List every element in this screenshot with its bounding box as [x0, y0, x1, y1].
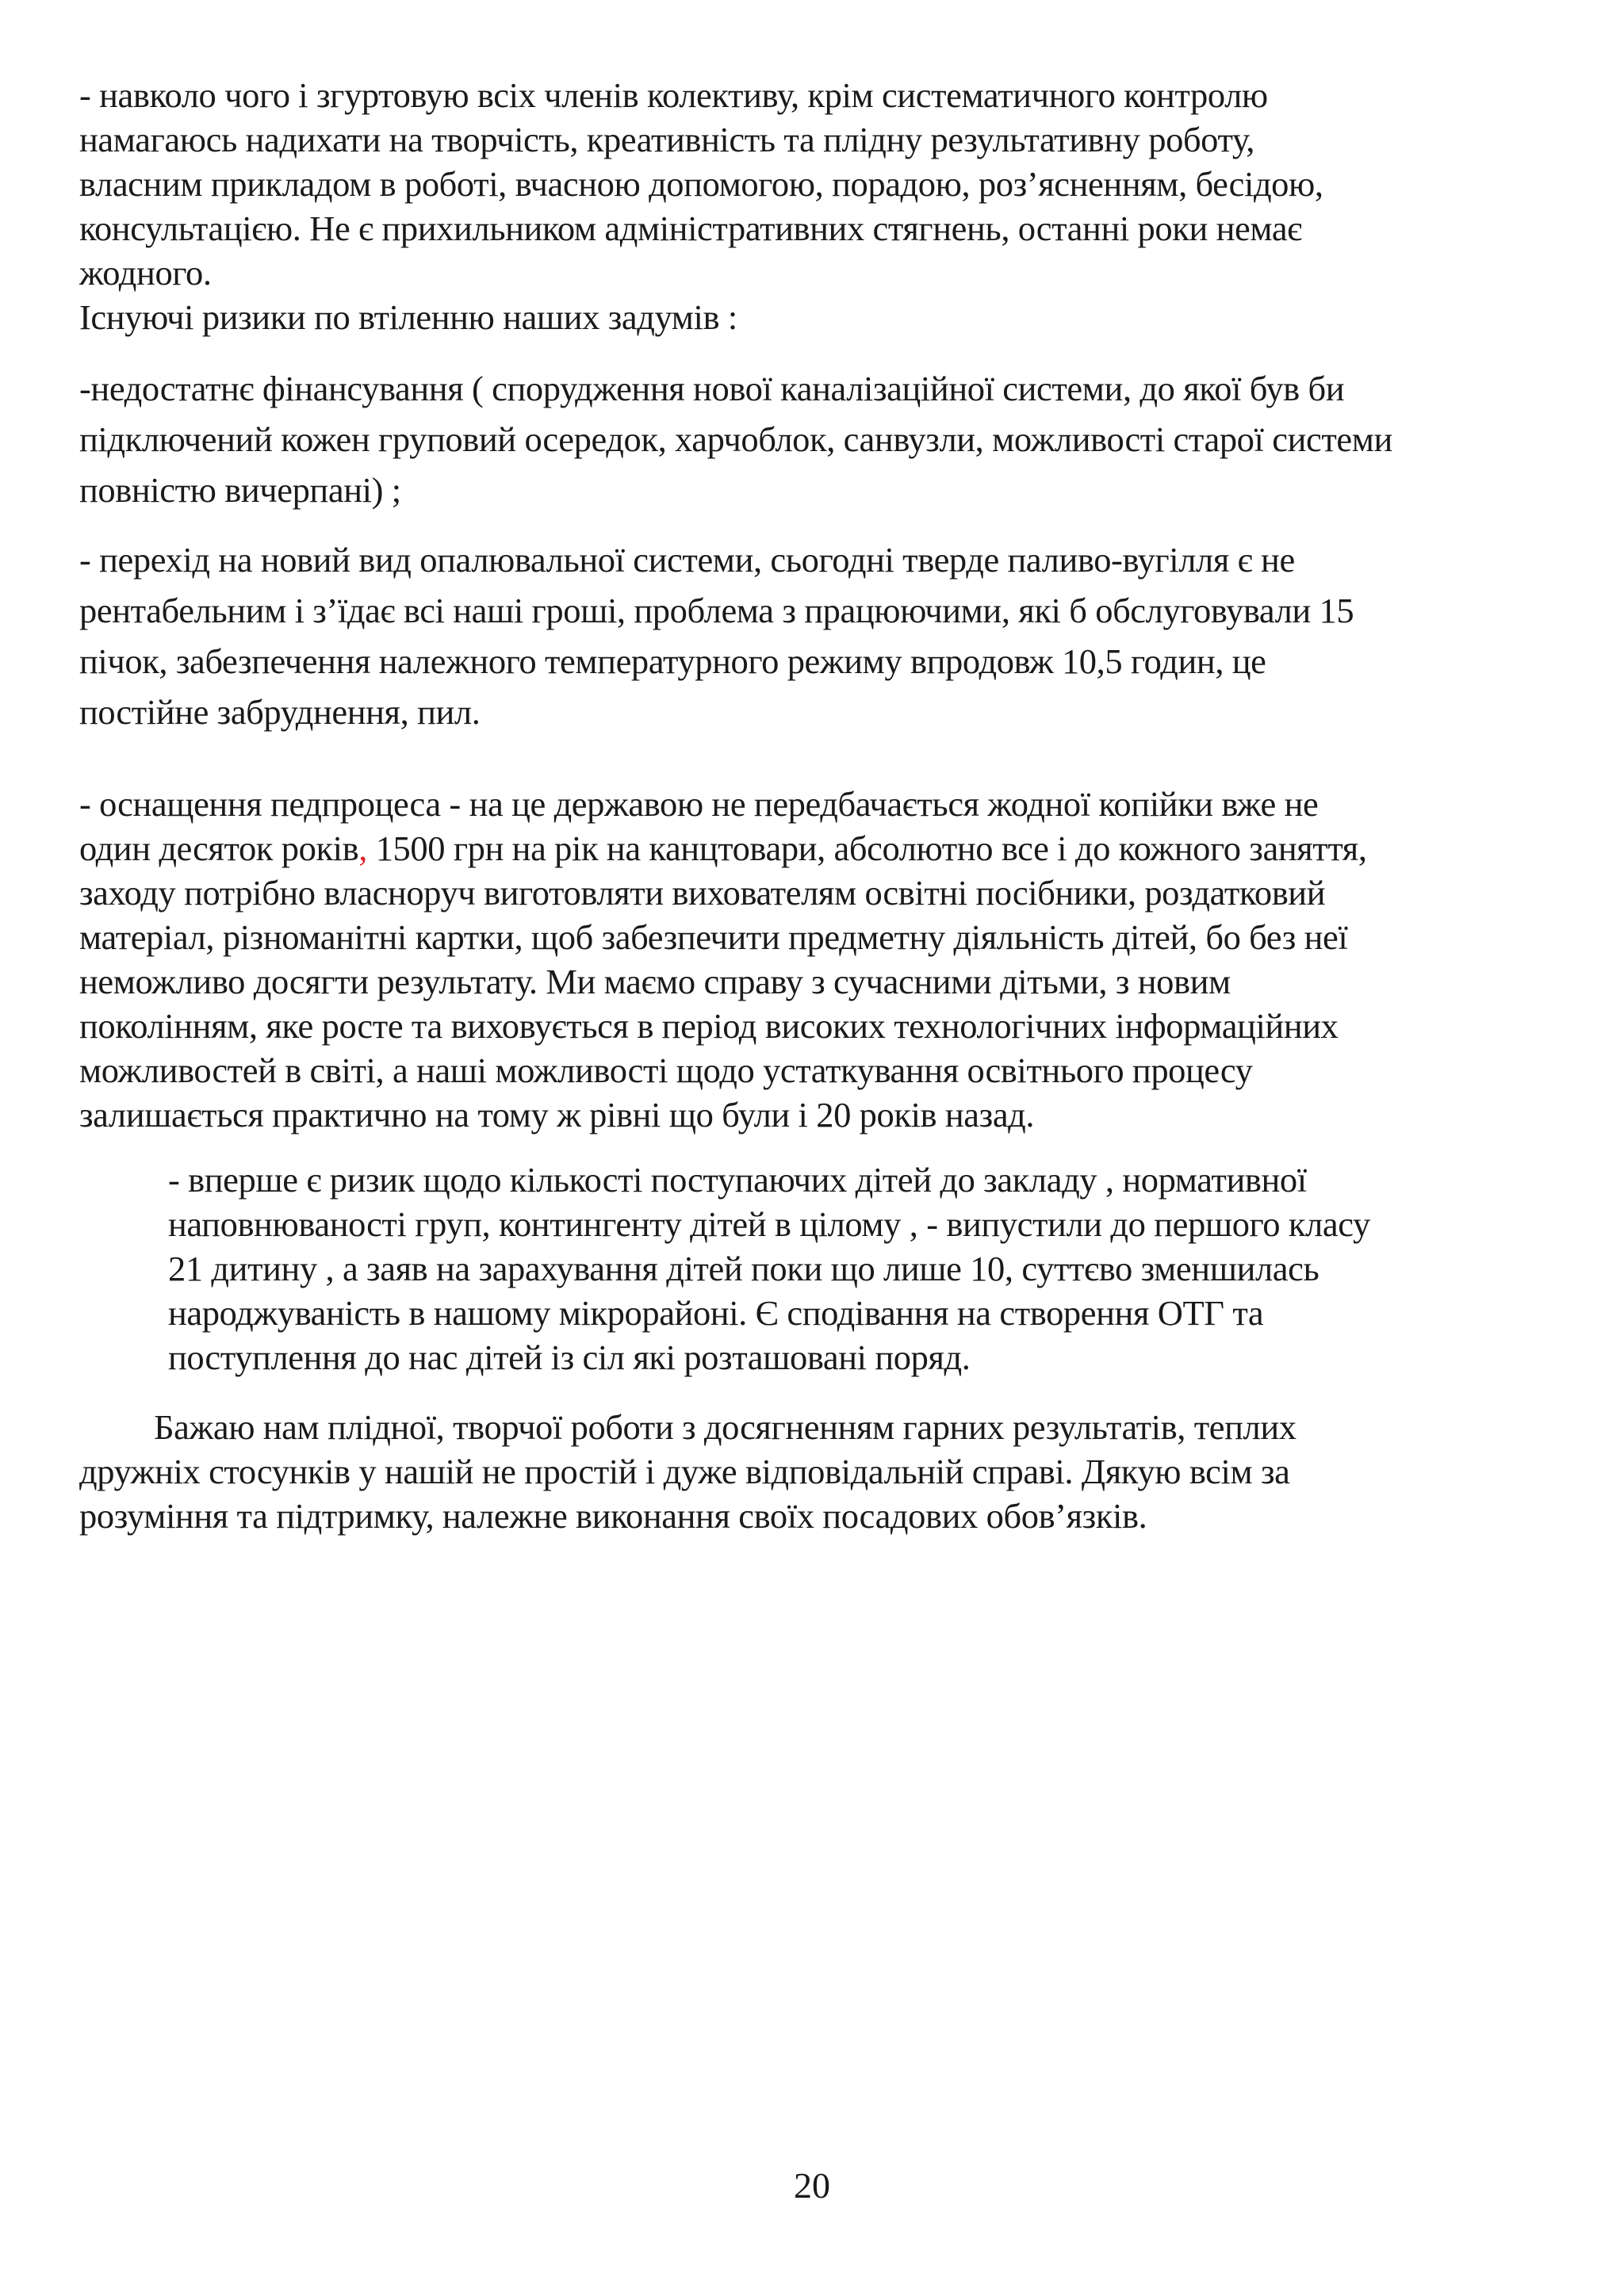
text-line: рентабельним і з’їдає всі наші гроші, проблема з працюючими, які б обслуговували 15 — [79, 591, 1354, 630]
text-line: 21 дитину , а заяв на зарахування дітей поки що лише 10, суттєво зменшилась — [168, 1249, 1320, 1288]
text-line: намагаюсь надихати на творчість, креативність та плідну результативну роботу, — [79, 120, 1255, 159]
risk-equipment-paragraph — [79, 782, 1586, 1137]
text-line: матеріал, різноманітні картки, щоб забезпечити предметну діяльність дітей, бо без неї — [79, 917, 1348, 957]
text-line: Існуючі ризики по втіленню наших задумів : — [79, 297, 737, 337]
text-segment: 1500 грн на рік на канцтовари, абсолютно все і до кожного заняття, — [366, 828, 1367, 868]
risks-heading — [79, 295, 1586, 339]
text-line: залишається практично на тому ж рівні що були і 20 років назад. — [79, 1095, 1035, 1135]
text-line: -недостатнє фінансування ( спорудження нової каналізаційної системи, до якої був би — [79, 369, 1345, 408]
page-number: 20 — [794, 2165, 830, 2206]
text-line: - навколо чого і згуртовую всіх членів колективу, крім систематичного контролю — [79, 75, 1268, 115]
text-line: власним прикладом в роботі, вчасною допомогою, порадою, роз’ясненням, бесідою, — [79, 164, 1323, 204]
text-line: пічок, забезпечення належного температурного режиму впродовж 10,5 годин, це — [79, 641, 1266, 681]
text-line: постійне забруднення, пил. — [79, 692, 481, 732]
text-line: неможливо досягти результату. Ми маємо справу з сучасними дітьми, з новим — [79, 962, 1231, 1001]
document-body — [79, 73, 1586, 1538]
risk-enrollment-paragraph — [168, 1158, 1586, 1380]
text-line: поступлення до нас дітей із сіл які розташовані поряд. — [168, 1337, 971, 1377]
text-segment: один десяток років — [79, 828, 359, 868]
text-line: наповнюваності груп, контингенту дітей в цілому , - випустили до першого класу — [168, 1204, 1370, 1244]
text-line: розуміння та підтримку, належне виконання своїх посадових обов’язків. — [79, 1496, 1147, 1536]
text-line: поколінням, яке росте та виховується в період високих технологічних інформаційних — [79, 1006, 1339, 1046]
text-line: - перехід на новий вид опалювальної системи, сьогодні тверде паливо-вугілля є не — [79, 540, 1295, 580]
intro-paragraph — [79, 73, 1586, 295]
text-line — [79, 826, 1586, 871]
text-line: консультацією. Не є прихильником адміністративних стягнень, останні роки немає — [79, 209, 1302, 248]
text-line: народжуваність в нашому мікрорайоні. Є сподівання на створення ОТГ та — [168, 1293, 1264, 1333]
text-line: можливостей в світі, а наші можливості щодо устаткування освітнього процесу — [79, 1050, 1253, 1090]
text-line: Бажаю нам плідної, творчої роботи з досягненням гарних результатів, теплих — [154, 1407, 1297, 1447]
text-line: повністю вичерпані) ; — [79, 470, 401, 510]
text-line: дружніх стосунків у нашій не простій і дуже відповідальній справі. Дякую всім за — [79, 1452, 1290, 1491]
text-line: підключений кожен груповий осередок, харчоблок, санвузли, можливості старої системи — [79, 419, 1392, 459]
closing-paragraph — [79, 1405, 1586, 1538]
text-line: заходу потрібно власноруч виготовляти вихователям освітні посібники, роздатковий — [79, 873, 1326, 913]
risk-heating-paragraph — [79, 534, 1586, 737]
risk-funding-paragraph — [79, 363, 1586, 515]
text-line: жодного. — [79, 253, 212, 293]
text-line: - оснащення педпроцеса - на це державою не передбачається жодної копійки вже не — [79, 784, 1319, 824]
text-line: - вперше є ризик щодо кількості поступаючих дітей до закладу , нормативної — [168, 1160, 1307, 1200]
red-comma: , — [358, 828, 367, 868]
